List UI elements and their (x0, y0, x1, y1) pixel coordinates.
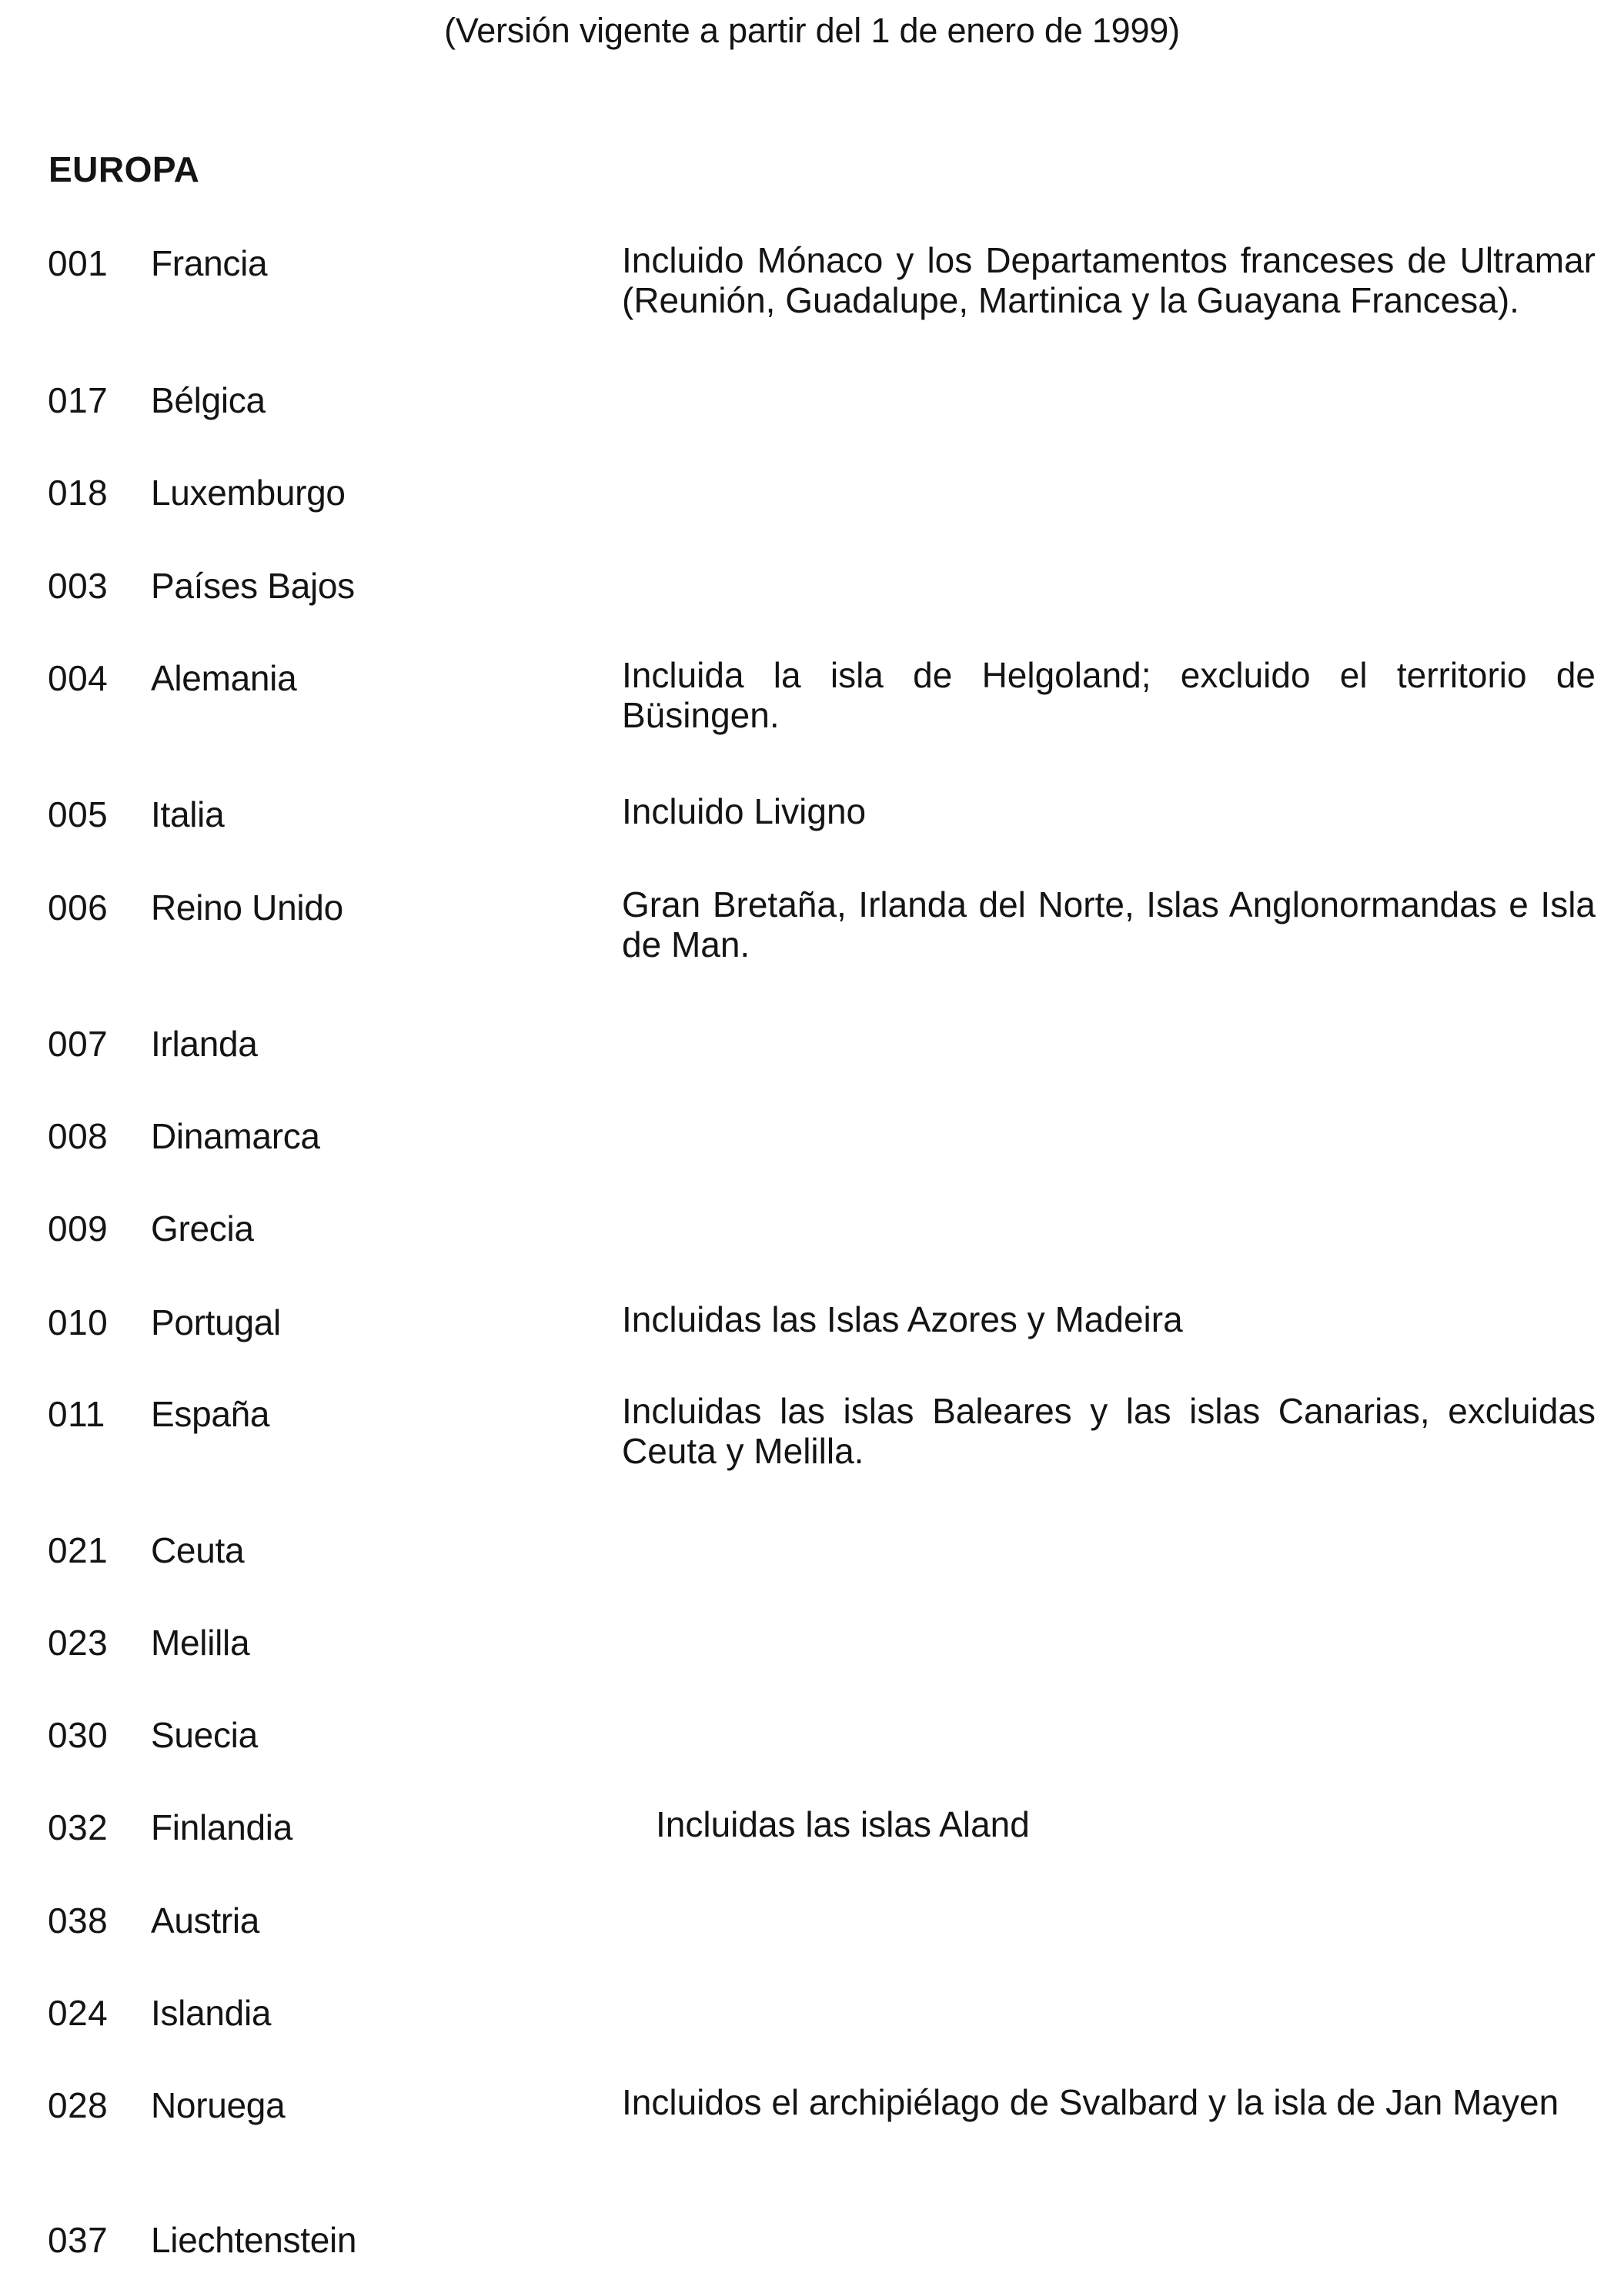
country-name: Italia (151, 794, 225, 834)
country-name: Dinamarca (151, 1116, 320, 1156)
country-code: 005 (48, 794, 109, 834)
country-note: Incluido Mónaco y los Departamentos franceses de Ultramar (Reunión, Guadalupe, Martinica y la Guayana Francesa). (622, 240, 1596, 320)
country-code: 011 (48, 1394, 105, 1434)
country-code: 004 (48, 658, 109, 698)
country-name: Reino Unido (151, 888, 343, 928)
country-name: Bélgica (151, 380, 266, 420)
country-name: Portugal (151, 1302, 281, 1342)
country-name: Francia (151, 243, 268, 283)
country-code: 006 (48, 888, 109, 928)
country-name: Islandia (151, 1993, 272, 2033)
country-code: 024 (48, 1993, 109, 2033)
country-name: Irlanda (151, 1024, 258, 1064)
country-name: Luxemburgo (151, 473, 346, 513)
country-note: Gran Bretaña, Irlanda del Norte, Islas Anglonormandas e Isla de Man. (622, 884, 1596, 964)
country-code: 017 (48, 380, 109, 420)
country-name: Austria (151, 1901, 260, 1941)
country-name: Alemania (151, 658, 297, 698)
country-note: Incluidas las islas Aland (656, 1804, 1030, 1844)
country-code: 028 (48, 2085, 109, 2125)
country-name: Liechtenstein (151, 2220, 357, 2260)
country-code: 010 (48, 1302, 109, 1342)
country-code: 001 (48, 243, 109, 283)
country-code: 018 (48, 473, 109, 513)
country-name: Grecia (151, 1209, 254, 1249)
version-note: (Versión vigente a partir del 1 de enero de 1999) (444, 11, 1180, 50)
country-note: Incluidas las Islas Azores y Madeira (622, 1299, 1183, 1339)
country-code: 038 (48, 1901, 109, 1941)
country-name: Melilla (151, 1623, 250, 1663)
country-name: Finlandia (151, 1807, 292, 1847)
country-name: Noruega (151, 2085, 286, 2125)
country-name: Suecia (151, 1715, 258, 1755)
country-code: 003 (48, 566, 109, 606)
country-name: Países Bajos (151, 566, 355, 606)
country-note: Incluido Livigno (622, 791, 867, 831)
country-name: Ceuta (151, 1530, 245, 1570)
country-code: 030 (48, 1715, 109, 1755)
country-code: 008 (48, 1116, 109, 1156)
country-note: Incluida la isla de Helgoland; excluido el territorio de Büsingen. (622, 655, 1596, 735)
country-note: Incluidos el archipiélago de Svalbard y la isla de Jan Mayen (622, 2082, 1559, 2122)
country-code: 023 (48, 1623, 109, 1663)
country-code: 007 (48, 1024, 109, 1064)
section-heading: EUROPA (48, 149, 200, 189)
country-name: España (151, 1394, 270, 1434)
country-note: Incluidas las islas Baleares y las islas Canarias, excluidas Ceuta y Melilla. (622, 1391, 1596, 1471)
country-code: 021 (48, 1530, 109, 1570)
country-code: 009 (48, 1209, 109, 1249)
country-code: 032 (48, 1807, 109, 1847)
country-code: 037 (48, 2220, 109, 2260)
